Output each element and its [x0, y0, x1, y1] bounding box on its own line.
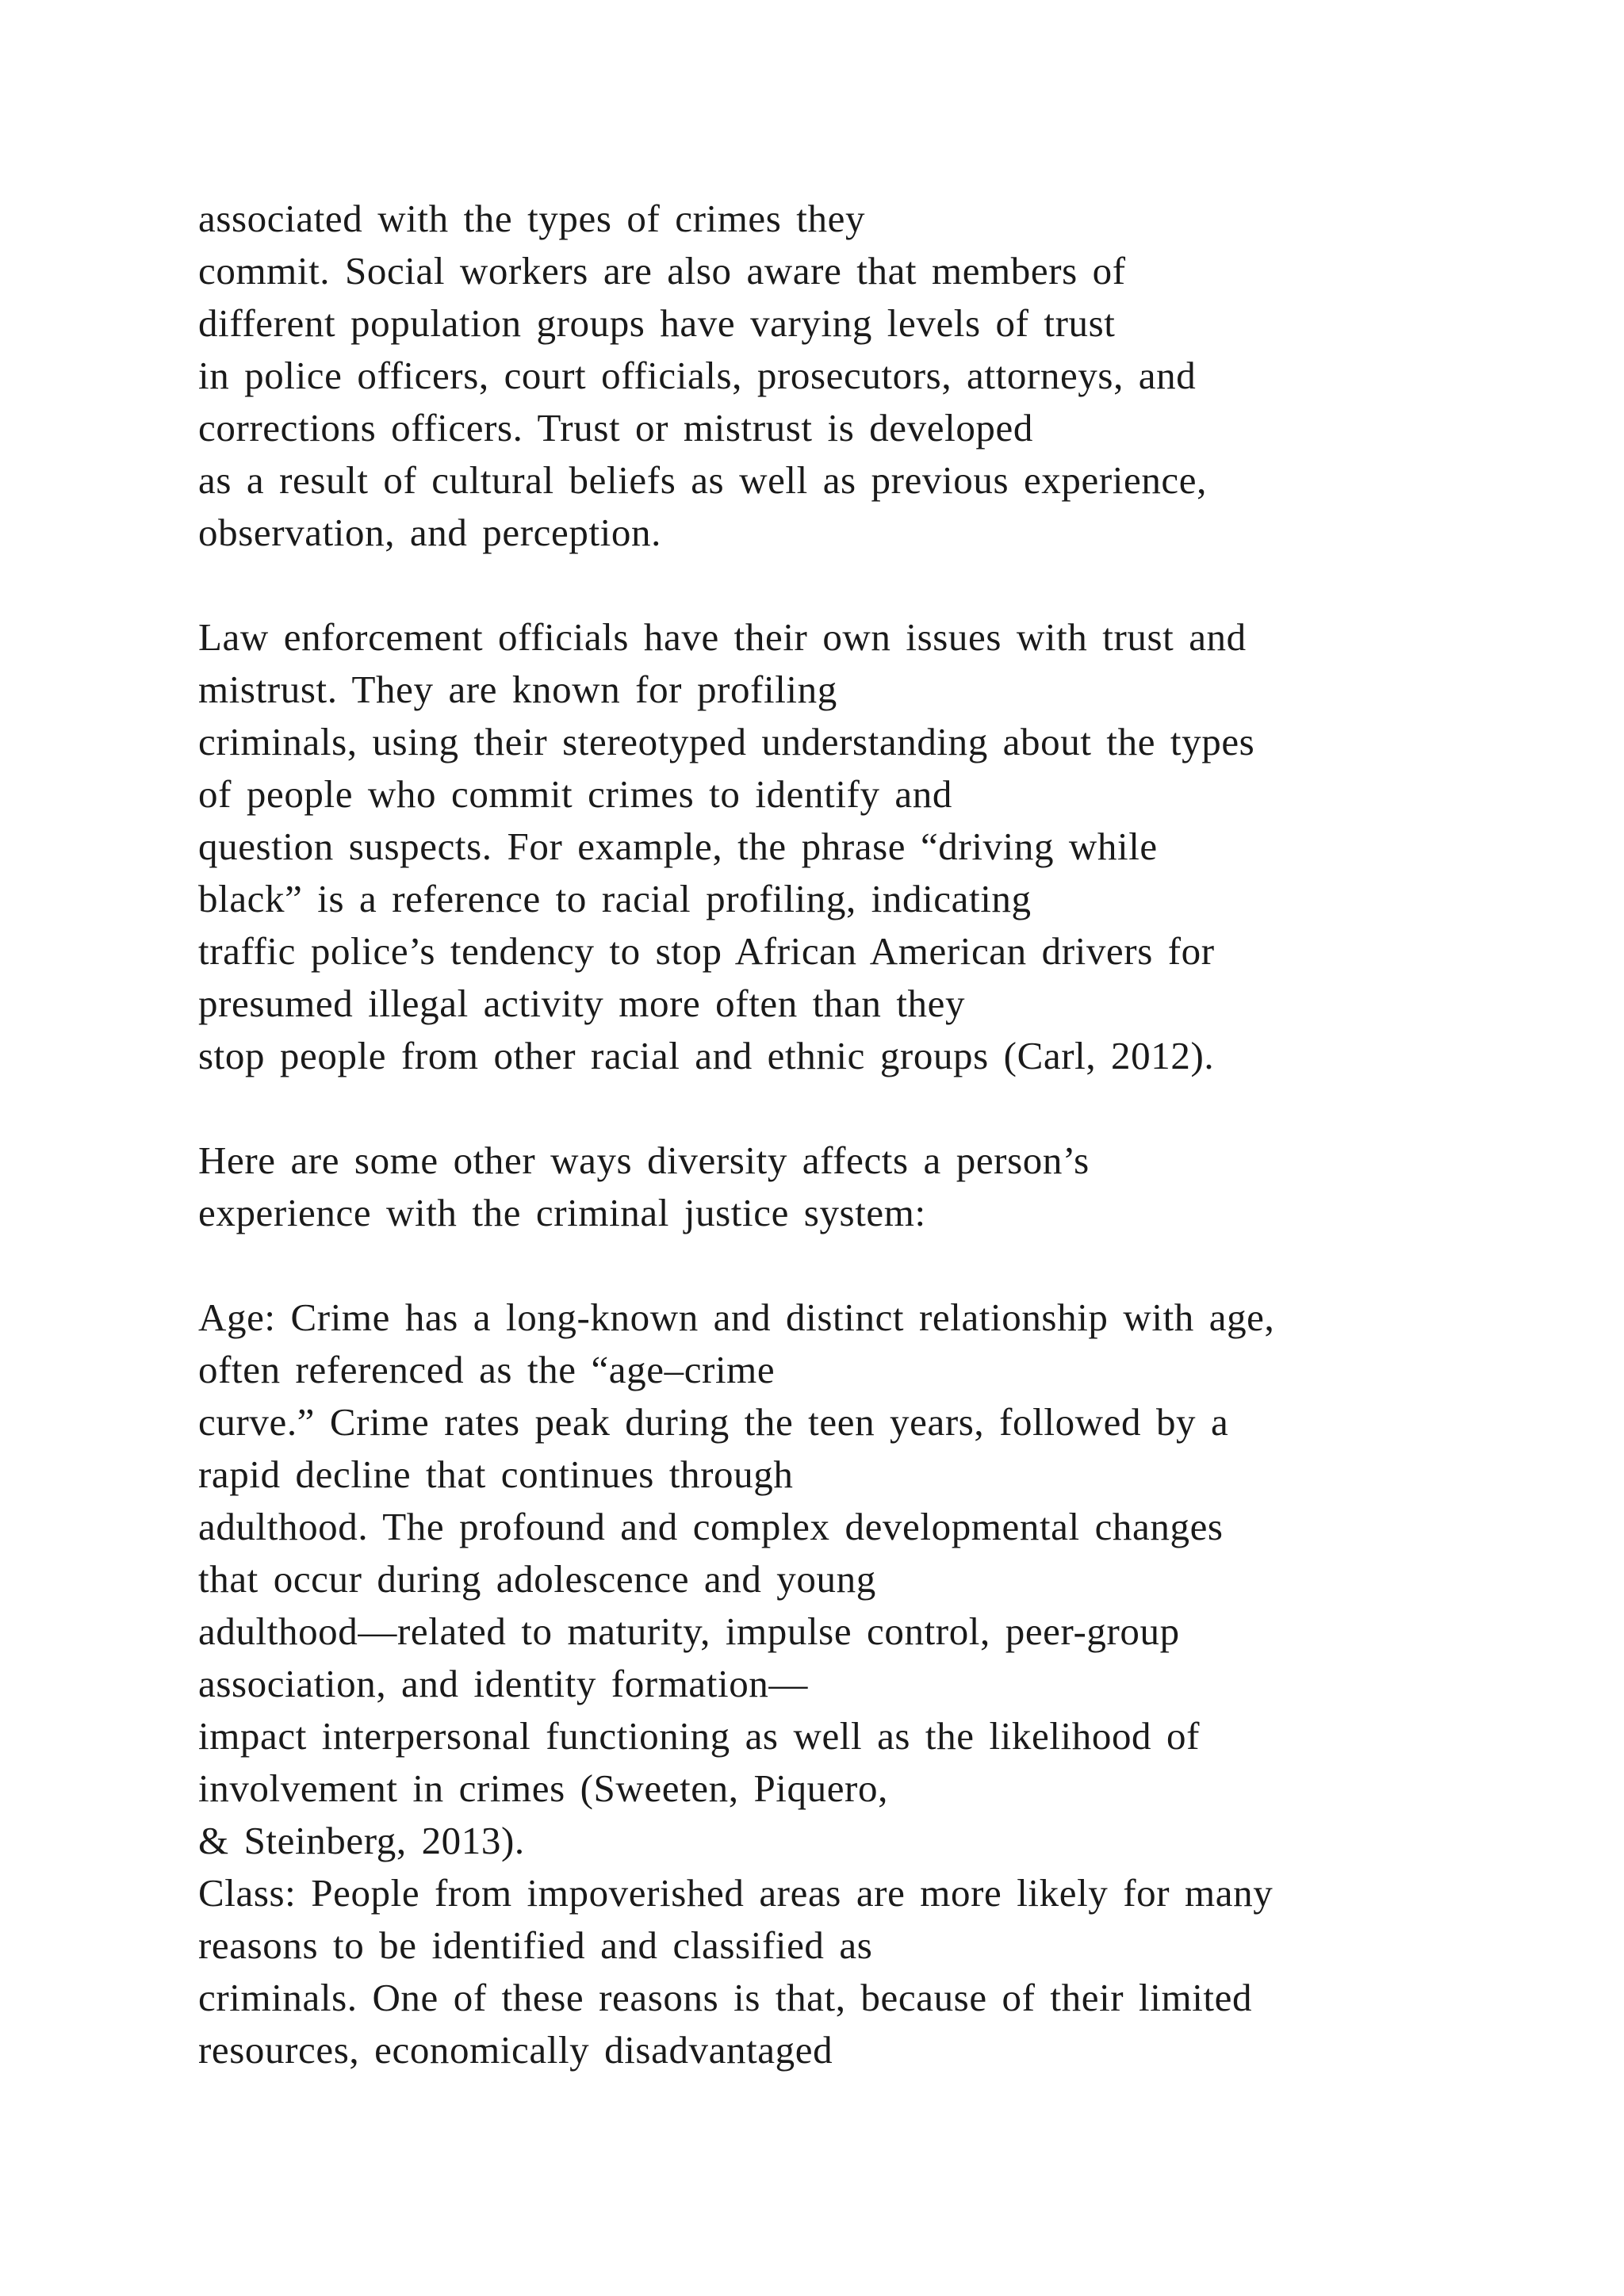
- text-line: involvement in crimes (Sweeten, Piquero,: [198, 1766, 888, 1810]
- text-line: question suspects. For example, the phrase “driving while: [198, 825, 1158, 868]
- text-line: criminals. One of these reasons is that, because of their limited: [198, 1976, 1253, 2019]
- text-line: adulthood. The profound and complex developmental changes: [198, 1505, 1224, 1548]
- text-line: presumed illegal activity more often than they: [198, 982, 966, 1025]
- paragraph-age-class: [198, 1292, 1546, 2076]
- text-line: Class: People from impoverished areas are more likely for many: [198, 1871, 1274, 1915]
- text-line: of people who commit crimes to identify and: [198, 772, 952, 816]
- paragraph-spacer: [198, 1082, 1546, 1135]
- text-line: Here are some other ways diversity affects a person’s: [198, 1138, 1090, 1182]
- text-line: resources, economically disadvantaged: [198, 2028, 833, 2072]
- text-line: mistrust. They are known for profiling: [198, 668, 837, 711]
- text-line: experience with the criminal justice system:: [198, 1191, 926, 1234]
- text-line: criminals, using their stereotyped understanding about the types: [198, 720, 1255, 763]
- text-line: Age: Crime has a long-known and distinct relationship with age,: [198, 1295, 1275, 1339]
- text-line: stop people from other racial and ethnic groups (Carl, 2012).: [198, 1034, 1215, 1077]
- text-line: impact interpersonal functioning as well as the likelihood of: [198, 1714, 1201, 1758]
- text-line: & Steinberg, 2013).: [198, 1819, 525, 1862]
- text-line: in police officers, court officials, prosecutors, attorneys, and: [198, 354, 1197, 397]
- paragraph-spacer: [198, 559, 1546, 611]
- text-line: often referenced as the “age–crime: [198, 1348, 776, 1391]
- text-line: traffic police’s tendency to stop African American drivers for: [198, 929, 1215, 973]
- text-line: observation, and perception.: [198, 511, 661, 554]
- text-line: reasons to be identified and classified as: [198, 1923, 873, 1967]
- text-line: adulthood—related to maturity, impulse control, peer-group: [198, 1609, 1180, 1653]
- text-line: black” is a reference to racial profiling, indicating: [198, 877, 1032, 920]
- paragraph-law-enforcement: [198, 611, 1546, 1082]
- text-line: curve.” Crime rates peak during the teen years, followed by a: [198, 1400, 1229, 1444]
- text-line: as a result of cultural beliefs as well as previous experience,: [198, 458, 1207, 502]
- text-line: commit. Social workers are also aware that members of: [198, 249, 1126, 293]
- paragraph-diversity-intro: [198, 1135, 1546, 1239]
- text-line: Law enforcement officials have their own issues with trust and: [198, 615, 1247, 659]
- text-line: association, and identity formation—: [198, 1662, 809, 1705]
- paragraph-trust: [198, 193, 1546, 559]
- text-line: that occur during adolescence and young: [198, 1557, 876, 1601]
- text-line: rapid decline that continues through: [198, 1452, 794, 1496]
- text-line: different population groups have varying levels of trust: [198, 301, 1116, 345]
- text-line: associated with the types of crimes they: [198, 197, 866, 240]
- document-body: [198, 193, 1546, 2076]
- paragraph-spacer: [198, 1239, 1546, 1292]
- text-line: corrections officers. Trust or mistrust is developed: [198, 406, 1033, 450]
